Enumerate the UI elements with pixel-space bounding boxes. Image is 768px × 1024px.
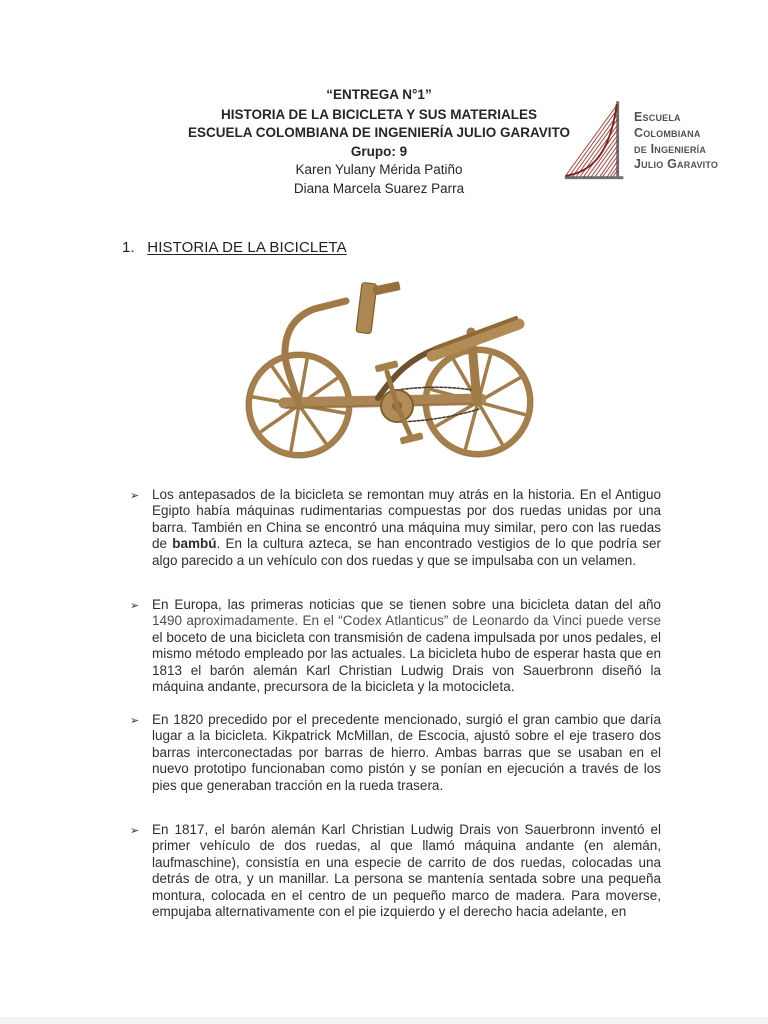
section-title: HISTORIA DE LA BICICLETA [147,239,347,256]
logo-line-2: Colombiana [634,125,701,140]
bullet-arrow-icon: ➢ [130,825,140,837]
string-art-curve-icon [563,94,629,189]
bullet-item [130,822,661,920]
bullet-text: Los antepasados de la bicicleta se remontan muy atrás en la historia. En el Antiguo Egipto había máquinas rudimentarias compuestas por dos ruedas unidas por una barra. También en China se encontró una máquina muy similar, pero con las ruedas de bambú. En la cultura azteca, se han encontrado vestigios de lo que podría ser algo parecido a un vehículo con dos ruedas y que se impulsaba con un velamen. [152,487,661,568]
bullet-text: En 1817, el barón alemán Karl Christian Ludwig Drais von Sauerbronn inventó el primer vehículo de dos ruedas, al que llamó máquina andante (en alemán, laufmaschine), consistía en una especie de carrito de dos ruedas, colocadas una detrás de otra, y un manillar. La persona se mantenía sentada sobre una pequeña montura, colocada en el centro de un pequeño marco de madera. Para moverse, empujaba alternativamente con el pie izquierdo y el derecho hacia adelante, en [152,822,661,920]
logo-line-3: de Ingeniería [634,141,707,156]
bullet-text: En Europa, las primeras noticias que se tienen sobre una bicicleta datan del año 1490 aproximadamente. En el “Codex Atlanticus” de Leonardo da Vinci puede verse el boceto de una bicicleta con transmisión de cadena impulsada por unos pedales, el mismo método empleado por las actuales. La bicicleta hubo de esperar hasta que en 1813 el barón alemán Karl Christian Ludwig Drais von Sauerbronn diseñó la máquina andante, precursora de la bicicleta y la motocicleta. [152,597,661,695]
doc-title-line2: HISTORIA DE LA BICICLETA Y SUS MATERIALES [220,106,538,122]
logo-line-1: Escuela [634,110,681,125]
doc-group-label: Grupo: 9 [350,143,408,159]
logo-line-4: Julio Garavito [634,157,719,172]
wooden-bicycle-image [228,272,563,467]
doc-title-line1: “ENTREGA N°1” [326,87,432,102]
bullet-text: En 1820 precedido por el precedente mencionado, surgió el gran cambio que daría lugar a la bicicleta. Kikpatrick McMillan, de Escocia, ajustó sobre el eje trasero dos barras interconectadas por barras de hierro. Ambas barras que se usaban en el nuevo prototipo funcionaban como pistón y se ponían en ejecución a través de los pies que generaban tracción en la rueda trasera. [152,712,661,793]
bullet-arrow-icon: ➢ [130,490,140,502]
section-number: 1. [122,239,135,256]
bullet-item [130,597,661,695]
page-break-strip [0,1017,768,1024]
bullet-arrow-icon: ➢ [130,600,140,612]
doc-title-line3: ESCUELA COLOMBIANA DE INGENIERÍA JULIO GARAVITO [187,125,571,141]
section-heading [122,239,347,256]
doc-author-2: Diana Marcela Suarez Parra [293,180,465,196]
bullet-item [130,487,661,569]
bullet-arrow-icon: ➢ [130,715,140,727]
escuela-logo [563,94,718,189]
bullet-item [130,712,661,794]
doc-author-1: Karen Yulany Mérida Patiño [295,162,463,178]
logo-wordmark [634,110,718,172]
